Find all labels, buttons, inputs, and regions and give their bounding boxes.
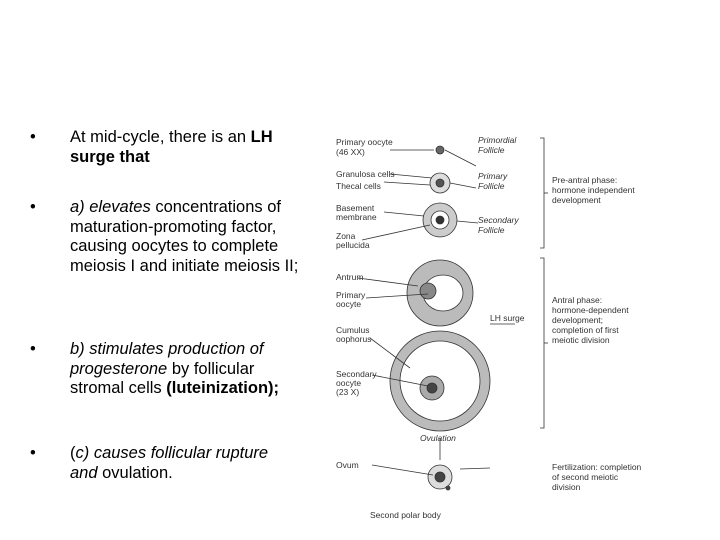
label-ovulation: Ovulation <box>420 433 456 443</box>
label-polar-body: Second polar body <box>370 510 441 520</box>
label-ovum: Ovum <box>336 460 359 470</box>
label-first-meiotic: completion of first <box>552 325 619 335</box>
label-follicle-2: Follicle <box>478 181 505 191</box>
label-second-meiotic: of second meiotic <box>552 472 619 482</box>
follicle-development-diagram <box>300 128 720 538</box>
bullet-text: At mid-cycle, there is an <box>70 128 251 146</box>
bullet-text: ( <box>70 444 76 462</box>
bullet-bold-text: LH surge that <box>70 128 273 166</box>
label-lh-surge: LH surge <box>490 313 525 323</box>
label-primary-oocyte: Primary oocyte <box>336 137 393 147</box>
label-oocyte: oocyte <box>336 299 362 309</box>
label-zona: Zona <box>336 231 356 241</box>
bullet-bold-text: (luteinization); <box>166 379 280 397</box>
label-haploid: (23 X) <box>336 387 360 397</box>
label-development-2: development; <box>552 315 604 325</box>
bullet-italic-text: a) elevates <box>70 198 151 216</box>
label-preantral: Pre-antral phase: <box>552 175 618 185</box>
label-oocyte-2: oocyte <box>336 378 362 388</box>
label-antral: Antral phase: <box>552 295 603 305</box>
label-cumulus: Cumulus <box>336 325 370 335</box>
label-follicle-3: Follicle <box>478 225 505 235</box>
label-primary: Primary <box>336 290 366 300</box>
primordial-follicle <box>436 146 444 154</box>
bullet-text: ovulation. <box>97 463 173 482</box>
label-membrane: membrane <box>336 212 377 222</box>
label-basement: Basement <box>336 203 375 213</box>
label-primary-follicle: Primary <box>478 171 508 181</box>
bullet-italic-text: c) causes follicular rupture and <box>70 444 269 482</box>
label-hormone-dependent: hormone-dependent <box>552 305 629 315</box>
label-chromosomes: (46 XX) <box>336 147 365 157</box>
label-thecal-cells: Thecal cells <box>336 181 381 191</box>
bullet-italic-text: b) stimulates production of progesterone <box>70 340 264 378</box>
polar-body <box>446 486 450 490</box>
label-hormone-independent: hormone independent <box>552 185 635 195</box>
label-granulosa-cells: Granulosa cells <box>336 169 395 179</box>
bullet-text: by follicular stromal cells <box>70 359 255 397</box>
label-follicle: Follicle <box>478 145 505 155</box>
label-development: development <box>552 195 601 205</box>
label-pellucida: pellucida <box>336 240 370 250</box>
label-division: division <box>552 482 581 492</box>
bullet-text: concentrations of maturation-promoting factor, causing oocytes to complete meiosis I and initiate meiosis II; <box>70 198 299 275</box>
label-secondary: Secondary <box>336 369 377 379</box>
label-oophorus: oophorus <box>336 334 372 344</box>
label-meiotic-division: meiotic division <box>552 335 610 345</box>
label-primordial: Primordial <box>478 135 517 145</box>
label-antrum: Antrum <box>336 272 364 282</box>
label-fertilization: Fertilization: completion <box>552 462 642 472</box>
label-secondary-follicle: Secondary <box>478 215 519 225</box>
